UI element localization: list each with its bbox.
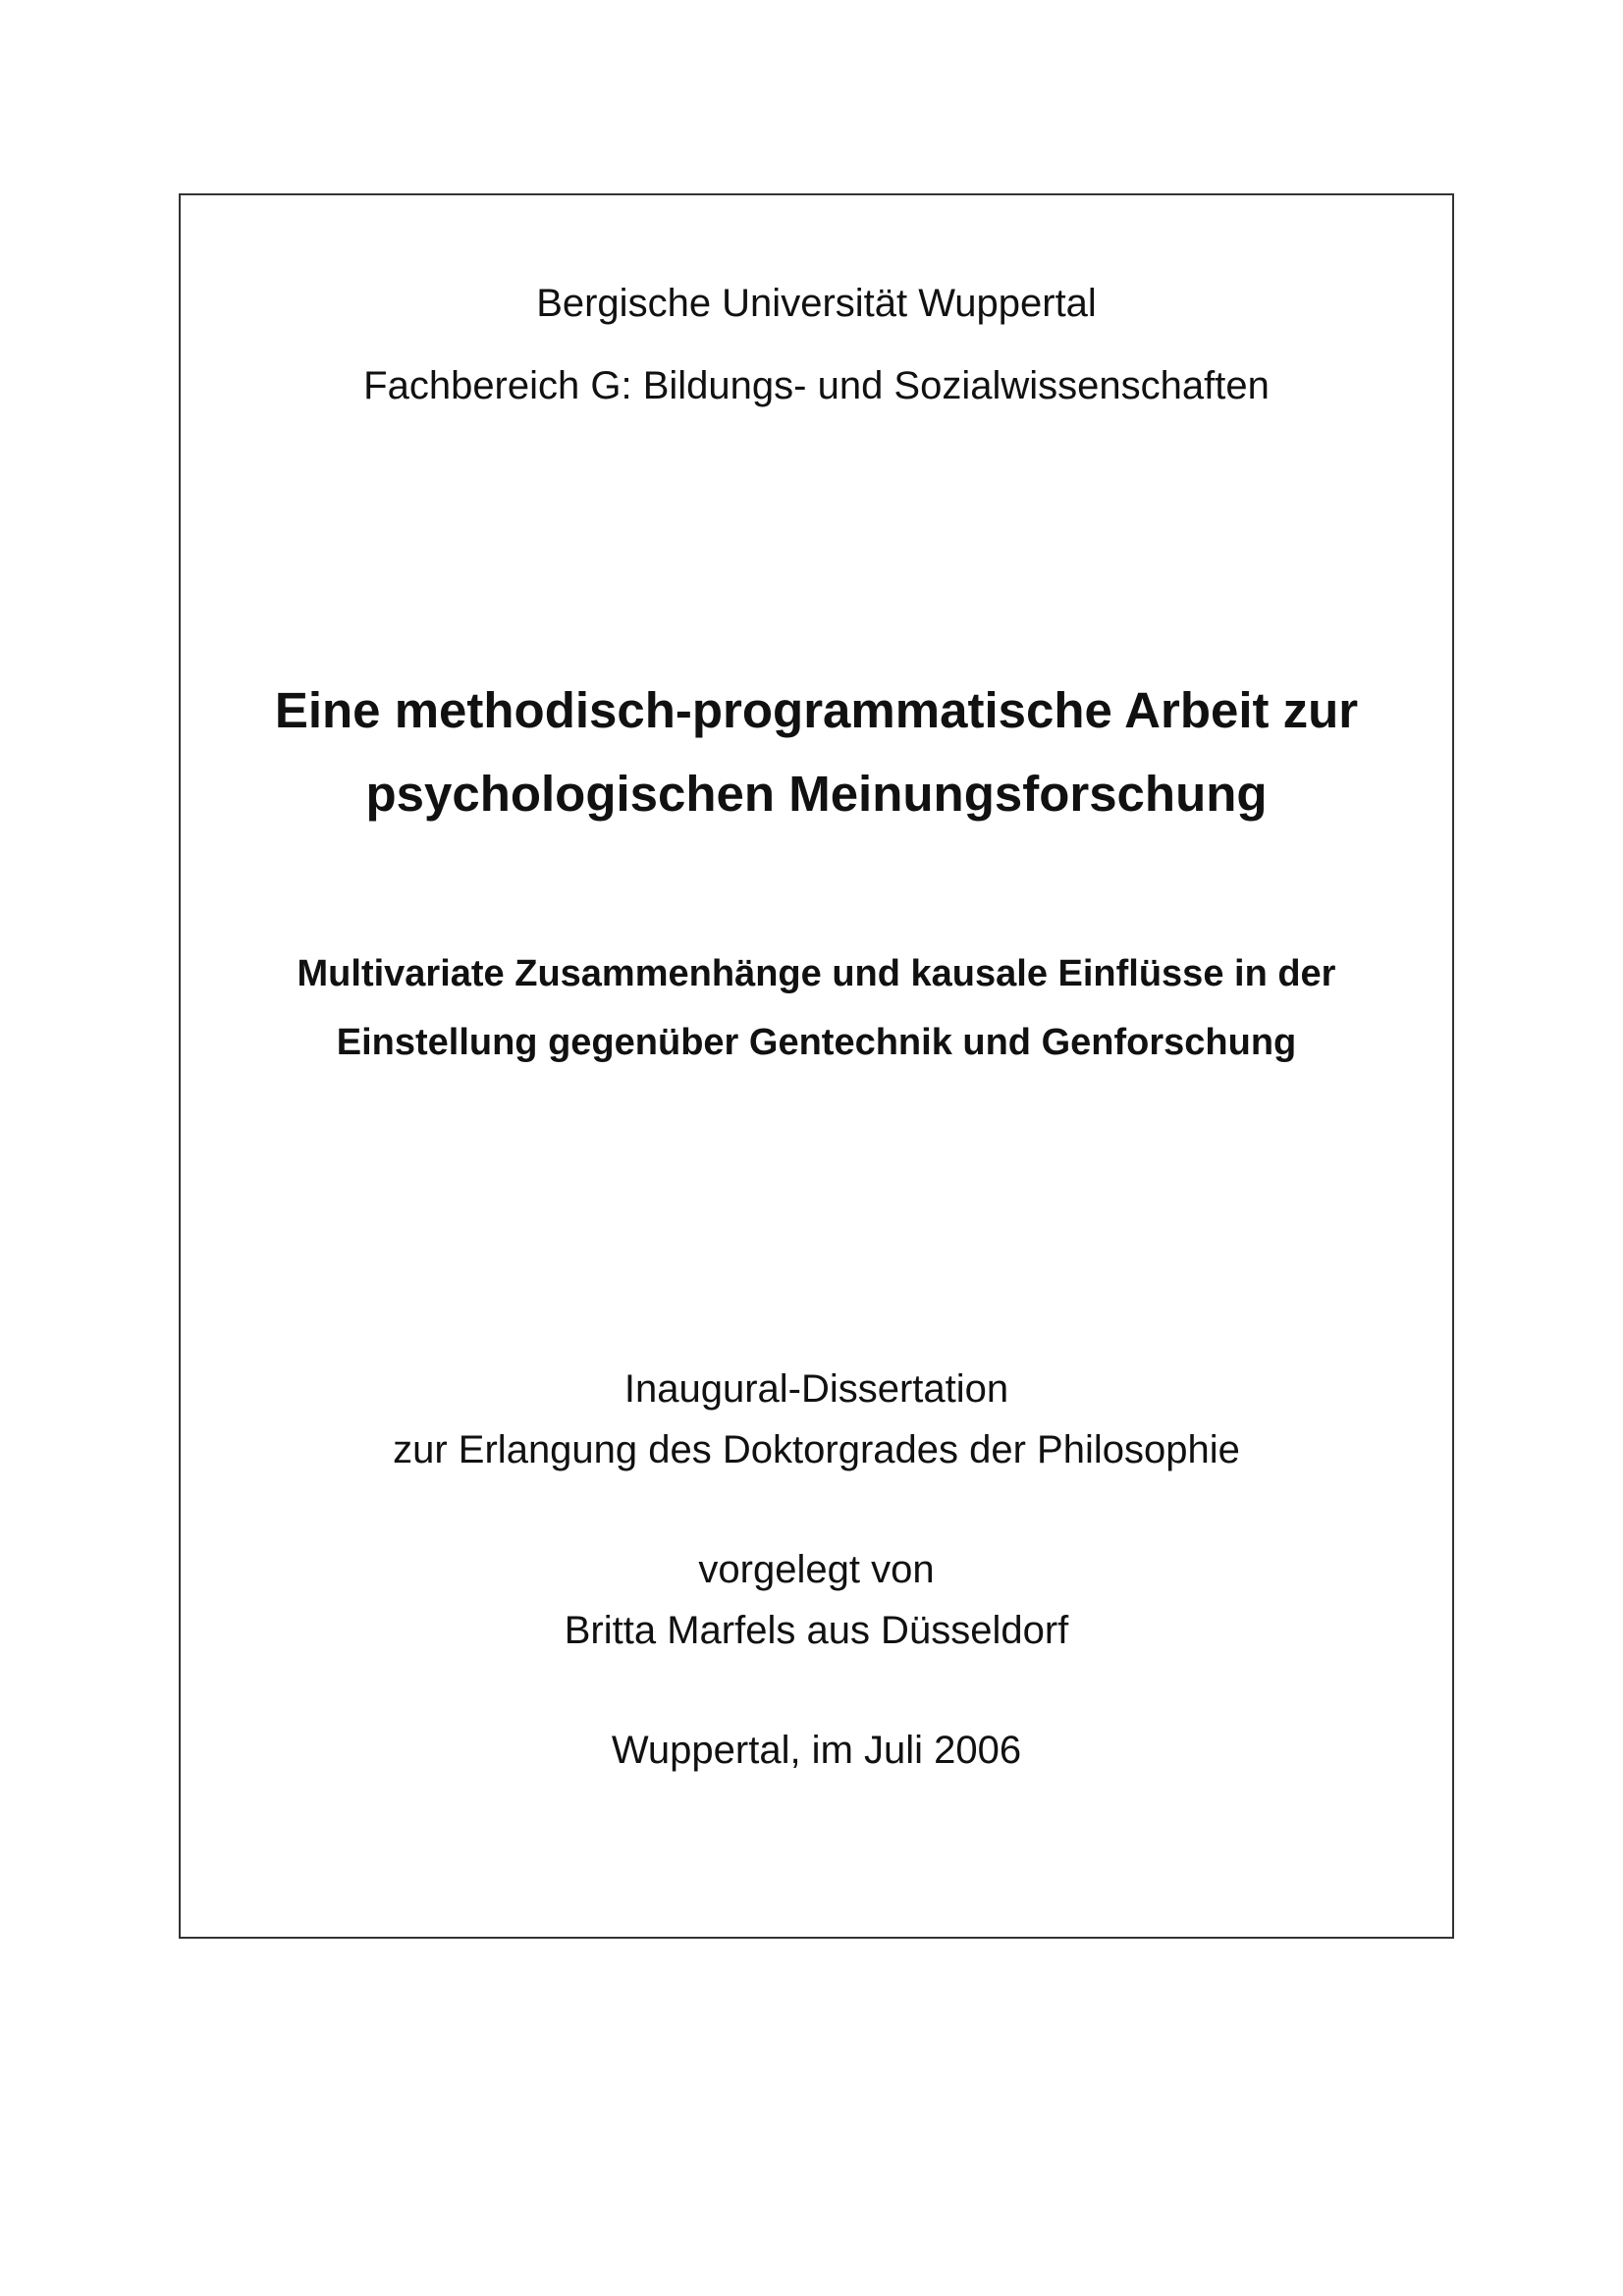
- department-name: Fachbereich G: Bildungs- und Sozialwissenschaften: [363, 364, 1270, 407]
- place-date: Wuppertal, im Juli 2006: [611, 1729, 1022, 1772]
- subtitle-line-2: Einstellung gegenüber Gentechnik und Genforschung: [336, 1022, 1297, 1063]
- title-line-1: Eine methodisch-programmatische Arbeit zur: [274, 682, 1359, 738]
- presented-by-label: vorgelegt von: [698, 1548, 935, 1591]
- subtitle-line-1: Multivariate Zusammenhänge und kausale Einflüsse in der: [297, 953, 1336, 994]
- university-name: Bergische Universität Wuppertal: [536, 282, 1097, 325]
- dissertation-type: Inaugural-Dissertation: [623, 1367, 1009, 1411]
- author-name: Britta Marfels aus Düsseldorf: [564, 1609, 1069, 1652]
- dissertation-purpose: zur Erlangung des Doktorgrades der Philosophie: [393, 1428, 1240, 1471]
- title-page-frame: [179, 193, 1454, 1939]
- title-line-2: psychologischen Meinungsforschung: [365, 766, 1268, 822]
